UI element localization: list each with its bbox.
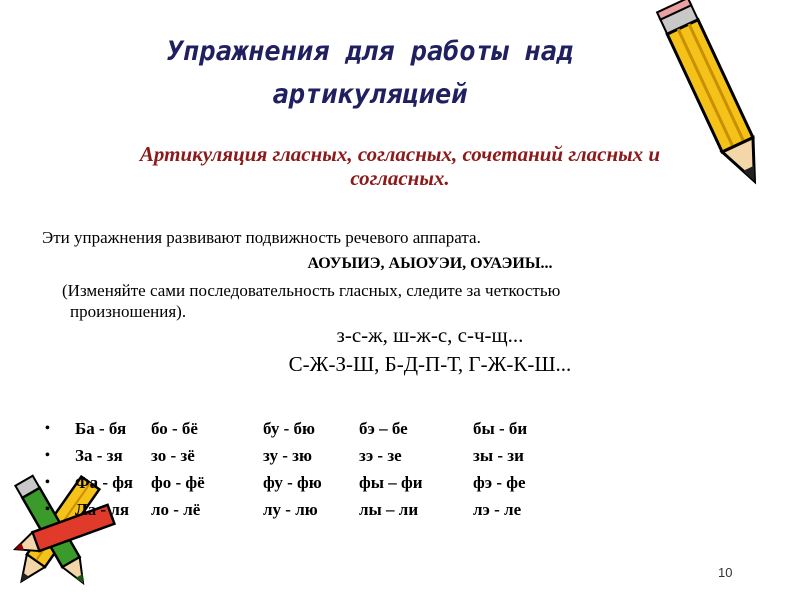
syllable-cell: лэ - ле [473,499,522,519]
syllable-cell: фы – фи [359,472,423,492]
bullet: • [45,447,50,463]
syllable-cell: зы - зи [473,445,524,465]
syllable-cell: бэ – бе [359,418,408,438]
note-line-1: (Изменяйте сами последовательность гласных, следите за четкостью [62,281,561,300]
syllable-cell: бу - бю [263,418,316,438]
subtitle [55,142,745,190]
bullet: • [45,501,50,517]
syllable-cell: Ба - бя [75,418,127,438]
note-line-2: произношения). [70,302,187,321]
consonant-sequences-upper: С-Ж-З-Ш, Б-Д-П-Т, Г-Ж-К-Ш... [288,352,572,376]
syllable-row [45,415,553,442]
syllable-row [45,442,553,469]
syllable-cell: фу - фю [263,472,322,492]
bullet: • [45,474,50,490]
intro-text: Эти упражнения развивают подвижность речевого аппарата. [42,228,481,247]
syllable-cell: Фа - фя [75,472,133,492]
page-title [70,30,670,116]
page-number: 10 [718,565,733,580]
consonant-sequences-lower: з-с-ж, ш-ж-с, с-ч-щ... [336,323,524,347]
vowel-sequences: АОУЫИЭ, АЫОУЭИ, ОУАЭИЫ... [307,255,553,272]
syllable-table [45,415,553,523]
bullet: • [45,420,50,436]
instruction-note [62,280,752,322]
syllable-cell: бо - бё [151,418,198,438]
syllable-cell: зо - зё [151,445,195,465]
syllable-row [45,469,553,496]
title-line-2: артикуляцией [272,79,468,110]
syllable-cell: Ла - ля [75,499,130,519]
syllable-cell: лы – ли [359,499,419,519]
syllable-row [45,496,553,523]
syllable-cell: ло - лё [151,499,201,519]
syllable-cell: лу - лю [263,499,318,519]
syllable-cell: бы - би [473,418,528,438]
syllable-cell: фо - фё [151,472,205,492]
subtitle-line-1: Артикуляция гласных, согласных, сочетаний гласных и [139,142,661,166]
syllable-cell: фэ - фе [473,472,526,492]
title-line-1: Упражнения для работы над [166,36,574,67]
subtitle-line-2: согласных. [350,166,450,190]
syllable-cell: За - зя [75,445,123,465]
syllable-cell: зу - зю [263,445,312,465]
syllable-cell: зэ - зе [359,445,402,465]
